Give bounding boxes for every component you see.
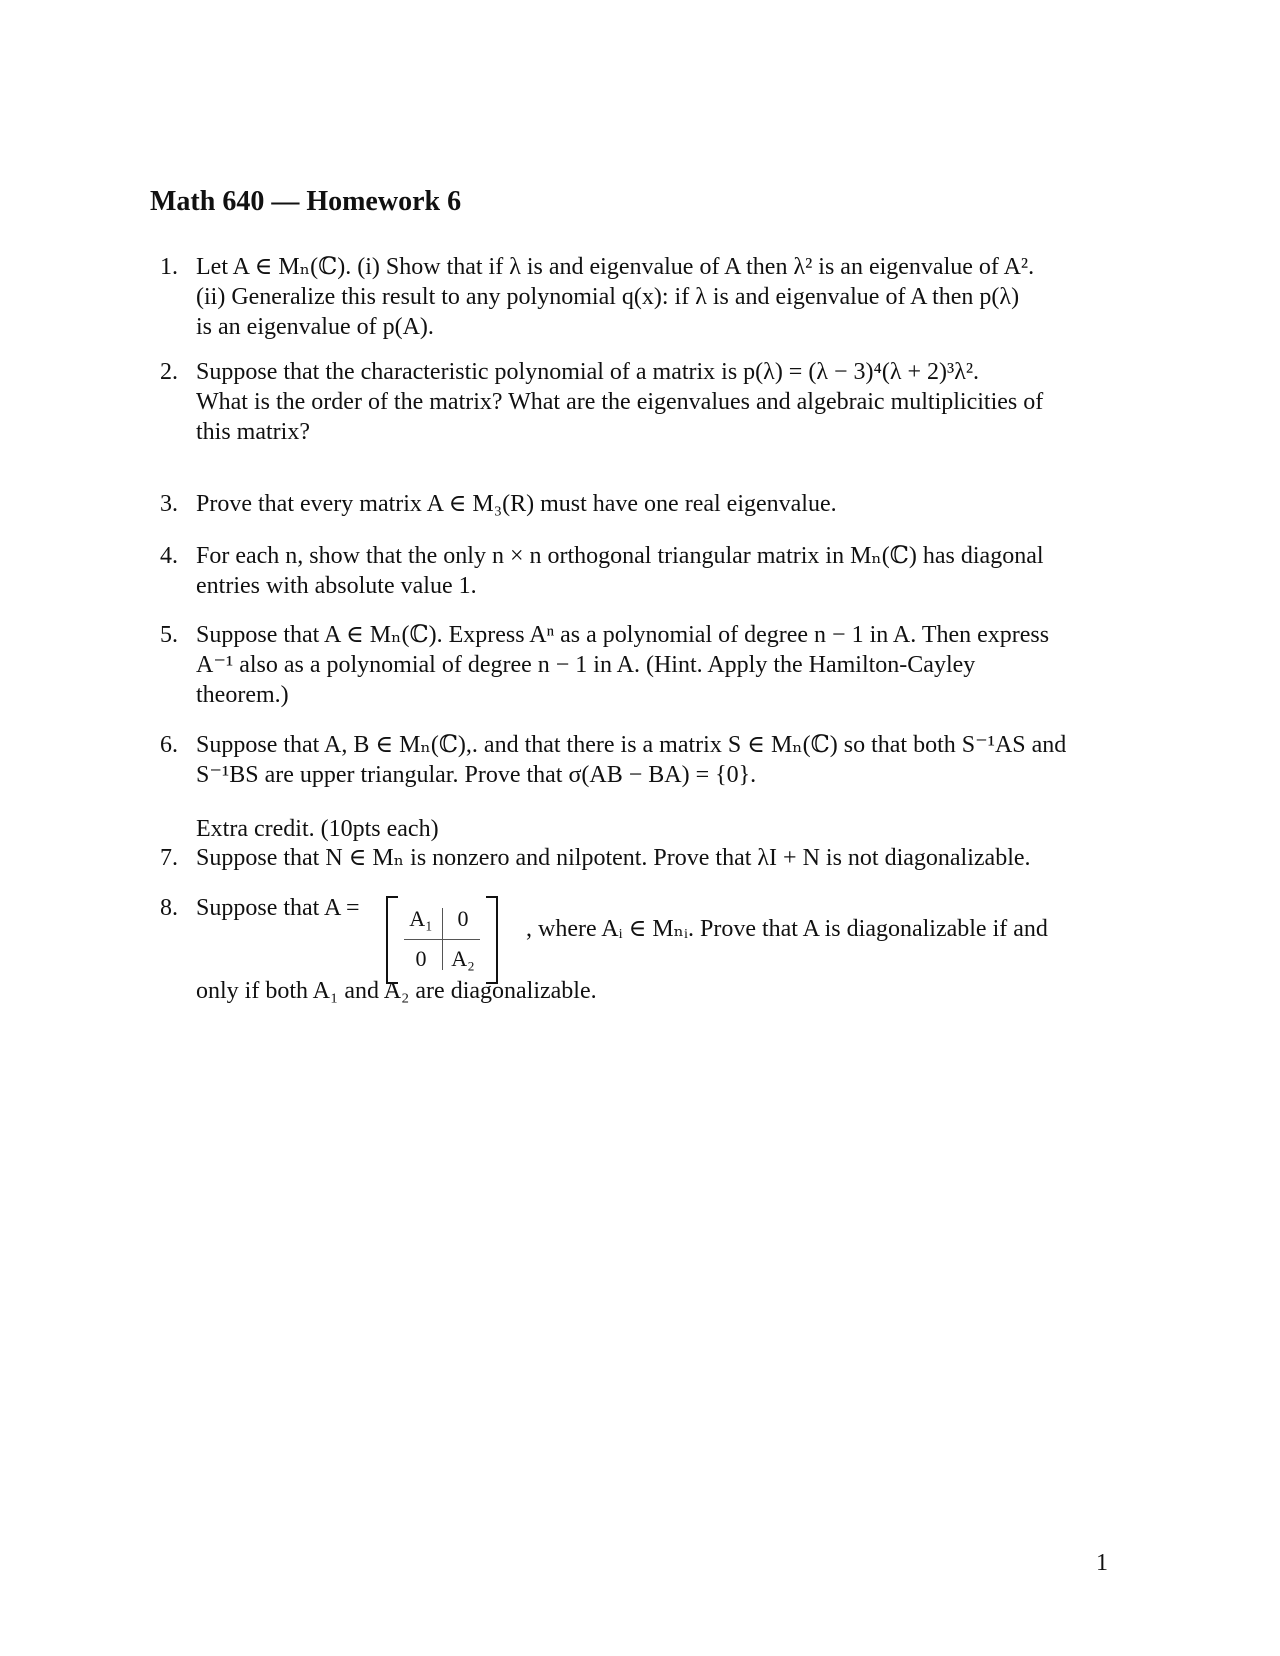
- extra-credit-heading: Extra credit. (10pts each): [196, 816, 439, 842]
- problem-number: 1.: [160, 254, 178, 280]
- problem-5: [160, 620, 1140, 710]
- problem-line: For each n, show that the only n × n orthogonal triangular matrix in Mₙ(ℂ) has diagonal: [196, 543, 1044, 569]
- problem-8-after-matrix: , where Aᵢ ∈ Mₙᵢ. Prove that A is diagonalizable if and: [526, 916, 1048, 942]
- problem-2: [160, 357, 1140, 447]
- right-bracket: [486, 896, 498, 984]
- problem-4: [160, 541, 1140, 601]
- problem-line: is an eigenvalue of p(A).: [196, 314, 434, 340]
- problem-8-lead: Suppose that A =: [196, 895, 360, 921]
- problem-line: Suppose that N ∈ Mₙ is nonzero and nilpotent. Prove that λI + N is not diagonalizable.: [196, 845, 1031, 871]
- matrix-cell: A₁: [409, 906, 433, 931]
- left-bracket: [386, 896, 398, 984]
- problem-number: 5.: [160, 622, 178, 648]
- problem-line: Prove that every matrix A ∈ M₃(R) must have one real eigenvalue.: [196, 491, 837, 517]
- problem-line: S⁻¹BS are upper triangular. Prove that σ(AB − BA) = {0}.: [196, 762, 757, 788]
- problem-line: Suppose that A ∈ Mₙ(ℂ). Express Aⁿ as a polynomial of degree n − 1 in A. Then express: [196, 622, 1050, 648]
- problem-line: Let A ∈ Mₙ(ℂ). (i) Show that if λ is and eigenvalue of A then λ² is an eigenvalue of A².: [196, 254, 1035, 280]
- problem-number: 4.: [160, 543, 178, 569]
- problem-1: [160, 252, 1140, 342]
- problem-number: 6.: [160, 732, 178, 758]
- matrix-horizontal-divider: [404, 939, 480, 940]
- problem-8-continuation: only if both A₁ and A₂ are diagonalizable.: [196, 978, 597, 1004]
- problem-6: [160, 730, 1140, 790]
- problem-3: [160, 489, 1140, 519]
- problem-line: A⁻¹ also as a polynomial of degree n − 1 in A. (Hint. Apply the Hamilton-Cayley: [196, 652, 976, 678]
- matrix-cell: 0: [457, 906, 469, 931]
- problem-line: entries with absolute value 1.: [196, 573, 477, 599]
- problem-line: What is the order of the matrix? What are the eigenvalues and algebraic multiplicities of: [196, 389, 1044, 415]
- problem-number: 2.: [160, 359, 178, 385]
- problem-line: theorem.): [196, 682, 289, 708]
- matrix-cell: 0: [415, 946, 427, 971]
- problem-number: 3.: [160, 491, 178, 517]
- page-title: Math 640 — Homework 6: [150, 186, 462, 217]
- problem-line: (ii) Generalize this result to any polynomial q(x): if λ is and eigenvalue of A then p(λ): [196, 284, 1020, 310]
- block-matrix: [386, 896, 498, 982]
- problem-7: [160, 843, 1140, 873]
- problem-line: Suppose that A, B ∈ Mₙ(ℂ),. and that there is a matrix S ∈ Mₙ(ℂ) so that both S⁻¹AS and: [196, 732, 1067, 758]
- problem-line: this matrix?: [196, 419, 310, 445]
- matrix-cell: A₂: [451, 946, 475, 971]
- problem-line: Suppose that the characteristic polynomial of a matrix is p(λ) = (λ − 3)⁴(λ + 2)³λ².: [196, 359, 980, 385]
- problem-number: 8.: [160, 895, 178, 921]
- problem-8: [160, 893, 360, 923]
- problem-number: 7.: [160, 845, 178, 871]
- page-number: 1: [1096, 1550, 1108, 1576]
